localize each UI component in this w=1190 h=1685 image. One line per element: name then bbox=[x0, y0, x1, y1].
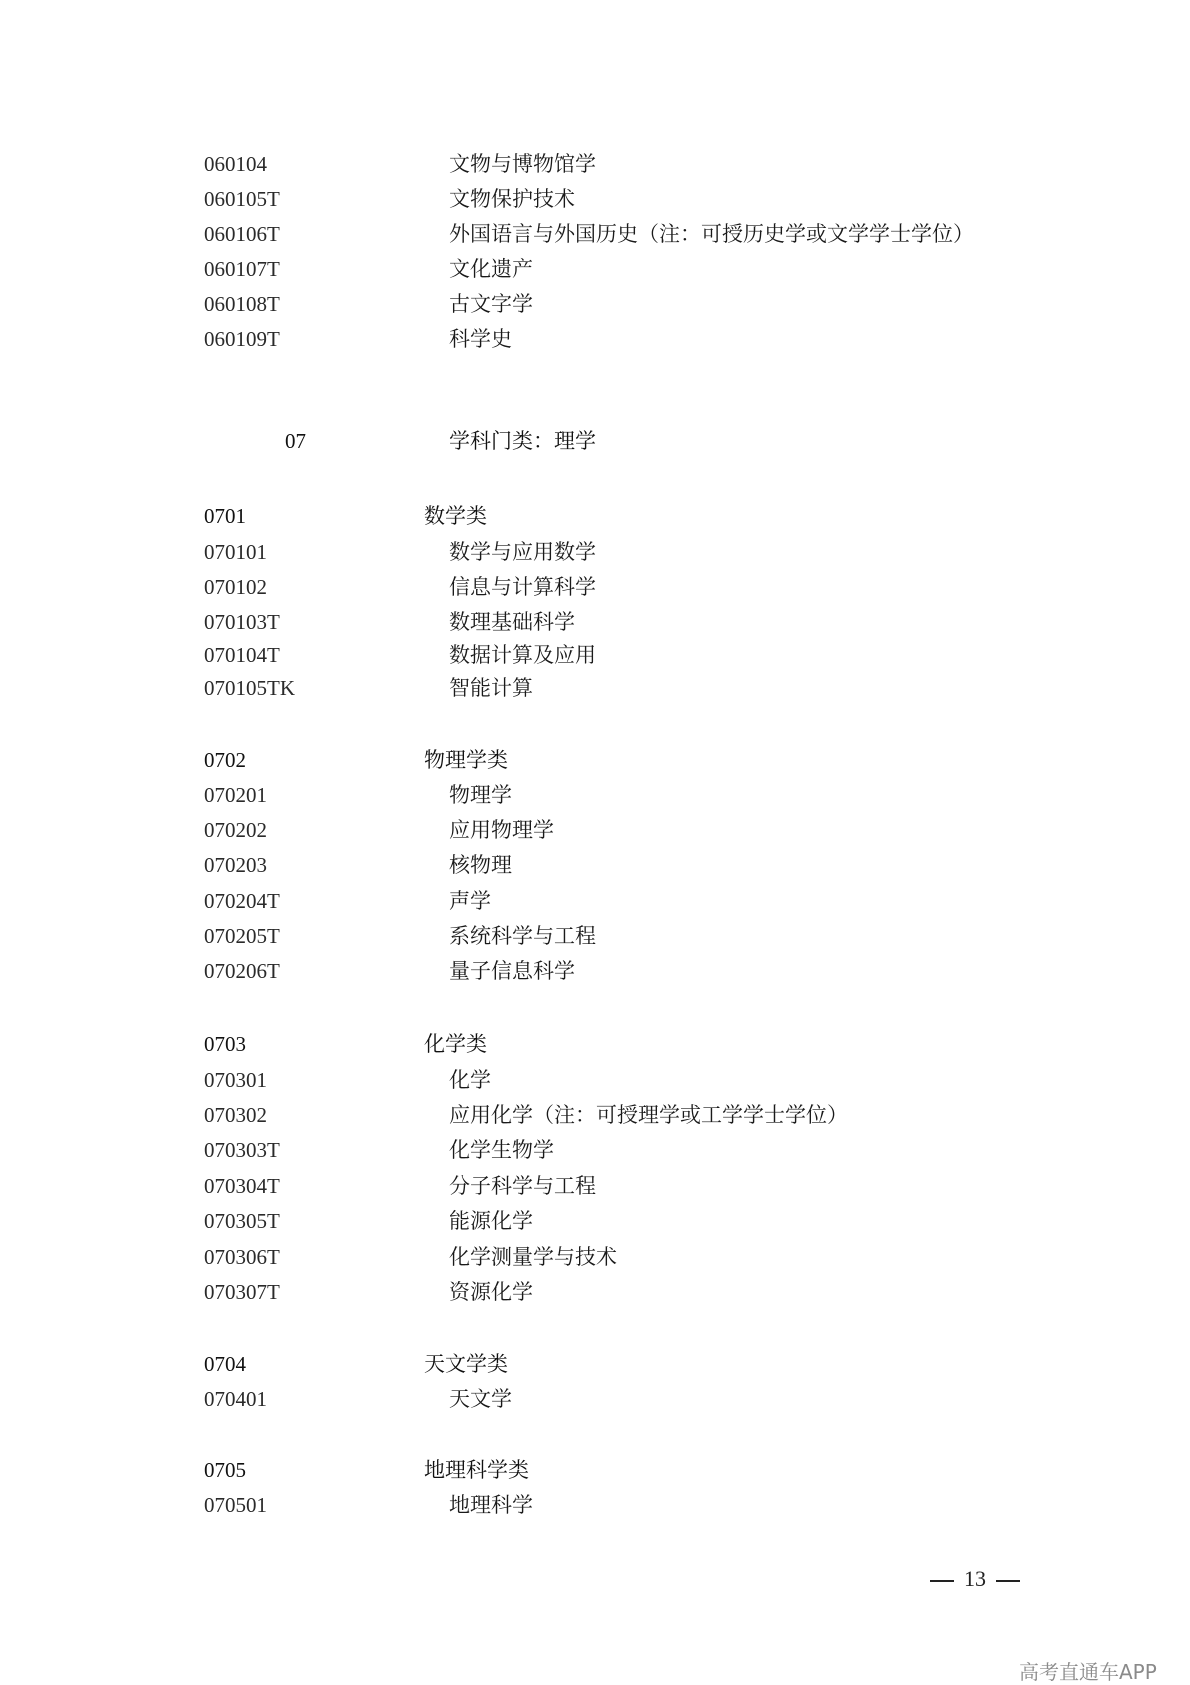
table-row bbox=[0, 887, 1190, 919]
major-code: 070501 bbox=[204, 1493, 267, 1517]
dash-right bbox=[996, 1580, 1020, 1582]
major-code: 070401 bbox=[204, 1387, 267, 1411]
table-row bbox=[0, 1066, 1190, 1098]
table-row bbox=[0, 851, 1190, 883]
class-row bbox=[0, 1030, 1190, 1062]
table-row bbox=[0, 1101, 1190, 1133]
table-row bbox=[0, 220, 1190, 252]
table-row bbox=[0, 185, 1190, 217]
table-row bbox=[0, 781, 1190, 813]
major-code: 070307T bbox=[204, 1280, 280, 1304]
watermark: 高考直通车APP bbox=[1019, 1660, 1157, 1684]
major-code: 070304T bbox=[204, 1174, 280, 1198]
major-name: 地理科学 bbox=[449, 1493, 533, 1517]
category-name: 学科门类：理学 bbox=[449, 429, 596, 453]
class-name: 化学类 bbox=[424, 1032, 487, 1056]
class-name: 天文学类 bbox=[424, 1352, 508, 1376]
page-number bbox=[920, 1566, 1030, 1592]
major-code: 060108T bbox=[204, 292, 280, 316]
major-code: 070203 bbox=[204, 853, 267, 877]
major-code: 070305T bbox=[204, 1209, 280, 1233]
class-code: 0702 bbox=[204, 748, 246, 772]
major-code: 070101 bbox=[204, 540, 267, 564]
major-name: 量子信息科学 bbox=[449, 959, 575, 983]
major-code: 070204T bbox=[204, 889, 280, 913]
dash-left bbox=[930, 1580, 954, 1582]
table-row bbox=[0, 1491, 1190, 1523]
major-name: 科学史 bbox=[449, 327, 512, 351]
major-code: 070103T bbox=[204, 610, 280, 634]
major-code: 060104 bbox=[204, 152, 267, 176]
major-code: 070306T bbox=[204, 1245, 280, 1269]
major-code: 070302 bbox=[204, 1103, 267, 1127]
major-name: 声学 bbox=[449, 889, 491, 913]
major-name: 文物保护技术 bbox=[449, 187, 575, 211]
table-row bbox=[0, 1278, 1190, 1310]
table-row bbox=[0, 922, 1190, 954]
major-code: 060105T bbox=[204, 187, 280, 211]
class-row bbox=[0, 1456, 1190, 1488]
class-code: 0704 bbox=[204, 1352, 246, 1376]
major-code: 070202 bbox=[204, 818, 267, 842]
category-row bbox=[0, 427, 1190, 459]
major-name: 外国语言与外国历史（注：可授历史学或文学学士学位） bbox=[449, 222, 974, 246]
table-row bbox=[0, 641, 1190, 673]
major-name: 能源化学 bbox=[449, 1209, 533, 1233]
major-code: 070303T bbox=[204, 1138, 280, 1162]
major-name: 分子科学与工程 bbox=[449, 1174, 596, 1198]
table-row bbox=[0, 1136, 1190, 1168]
major-code: 070105TK bbox=[204, 676, 295, 700]
major-code: 060106T bbox=[204, 222, 280, 246]
table-row bbox=[0, 1243, 1190, 1275]
major-code: 070102 bbox=[204, 575, 267, 599]
major-name: 数据计算及应用 bbox=[449, 643, 596, 667]
major-code: 070201 bbox=[204, 783, 267, 807]
table-row bbox=[0, 1385, 1190, 1417]
class-name: 数学类 bbox=[424, 504, 487, 528]
table-row bbox=[0, 573, 1190, 605]
major-name: 数理基础科学 bbox=[449, 610, 575, 634]
major-name: 物理学 bbox=[449, 783, 512, 807]
major-code: 060107T bbox=[204, 257, 280, 281]
table-row bbox=[0, 608, 1190, 640]
class-code: 0701 bbox=[204, 504, 246, 528]
major-name: 文物与博物馆学 bbox=[449, 152, 596, 176]
major-name: 智能计算 bbox=[449, 676, 533, 700]
table-row bbox=[0, 674, 1190, 706]
table-row bbox=[0, 290, 1190, 322]
class-code: 0703 bbox=[204, 1032, 246, 1056]
table-row bbox=[0, 957, 1190, 989]
major-name: 化学测量学与技术 bbox=[449, 1245, 617, 1269]
class-code: 0705 bbox=[204, 1458, 246, 1482]
major-code: 070301 bbox=[204, 1068, 267, 1092]
major-name: 应用物理学 bbox=[449, 818, 554, 842]
major-code: 070205T bbox=[204, 924, 280, 948]
table-row bbox=[0, 1207, 1190, 1239]
table-row bbox=[0, 538, 1190, 570]
class-row bbox=[0, 746, 1190, 778]
class-row bbox=[0, 1350, 1190, 1382]
class-name: 物理学类 bbox=[424, 748, 508, 772]
table-row bbox=[0, 1172, 1190, 1204]
table-row bbox=[0, 255, 1190, 287]
major-code: 070206T bbox=[204, 959, 280, 983]
major-name: 化学生物学 bbox=[449, 1138, 554, 1162]
category-code: 07 bbox=[285, 429, 306, 453]
major-name: 天文学 bbox=[449, 1387, 512, 1411]
class-row bbox=[0, 502, 1190, 534]
table-row bbox=[0, 325, 1190, 357]
major-name: 核物理 bbox=[449, 853, 512, 877]
major-name: 信息与计算科学 bbox=[449, 575, 596, 599]
major-name: 资源化学 bbox=[449, 1280, 533, 1304]
major-name: 数学与应用数学 bbox=[449, 540, 596, 564]
major-name: 应用化学（注：可授理学或工学学士学位） bbox=[449, 1103, 848, 1127]
major-name: 系统科学与工程 bbox=[449, 924, 596, 948]
major-name: 化学 bbox=[449, 1068, 491, 1092]
table-row bbox=[0, 150, 1190, 182]
major-name: 文化遗产 bbox=[449, 257, 533, 281]
major-code: 070104T bbox=[204, 643, 280, 667]
major-code: 060109T bbox=[204, 327, 280, 351]
class-name: 地理科学类 bbox=[424, 1458, 529, 1482]
table-row bbox=[0, 816, 1190, 848]
major-name: 古文字学 bbox=[449, 292, 533, 316]
page-number-text: 13 bbox=[964, 1566, 986, 1591]
